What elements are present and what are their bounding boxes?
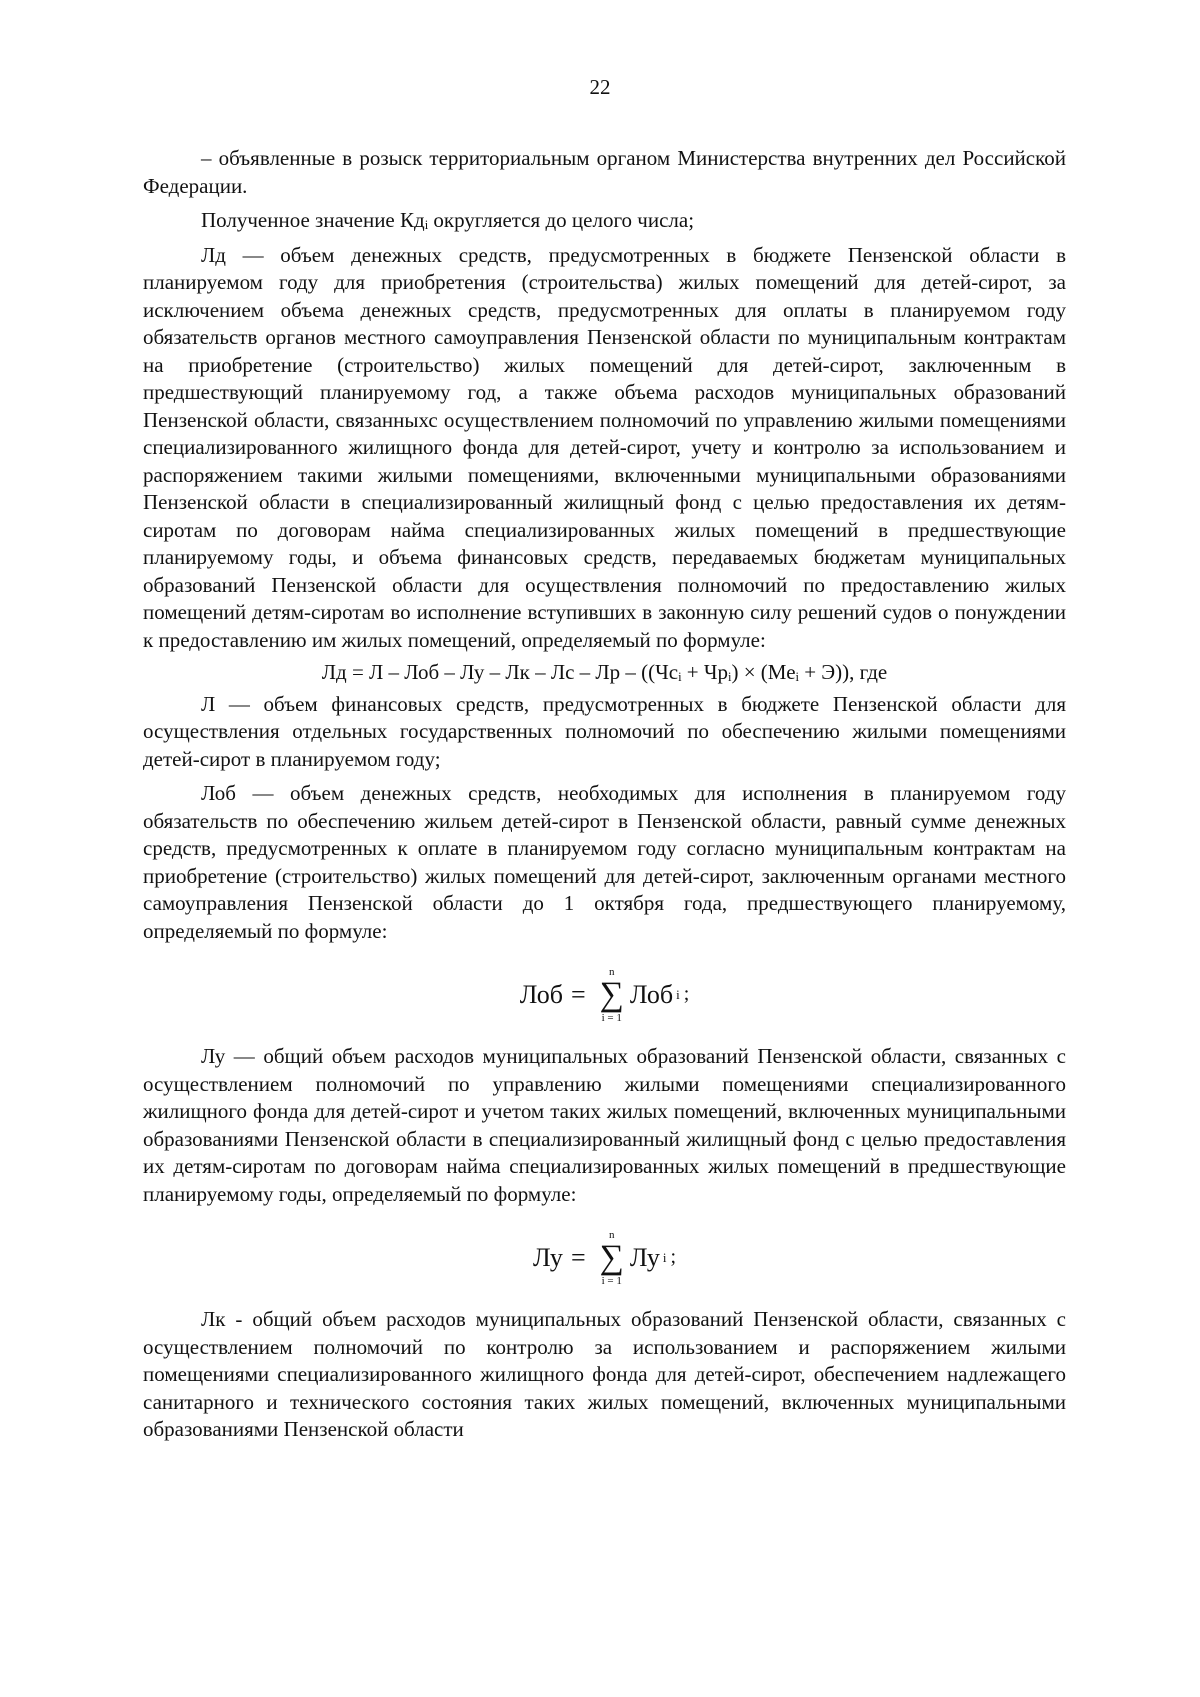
paragraph-rounding: Полученное значение Кдᵢ округляется до целого числа; [201,208,695,232]
page-number: 22 [589,75,611,99]
sum-lower-limit: i = 1 [601,1012,622,1024]
sum-upper-limit: n [608,966,615,978]
sigma-glyph: ∑ [599,1239,624,1276]
paragraph-wanted: – объявленные в розыск территориальным органом Министерства внутренних дел Российской Федерации. [143,146,1066,198]
formula-lu [143,1214,1066,1302]
formula-lu-semicolon: ; [670,1246,677,1269]
formula-lob-semicolon: ; [683,983,690,1006]
summation-symbol [600,1229,624,1287]
sum-lower-limit: i = 1 [601,1275,622,1287]
paragraph-lob-definition: Лоб — объем денежных средств, необходимых для исполнения в планируемом году обязательств по обеспечению жильем детей-сирот в Пензенской области, равный сумме денежных средств, предусмотренных к оплате в планируемом году согласно муниципальным контрактам на приобретение (строительство) жилых помещений для детей-сирот, заключенным органами местного самоуправления Пензенской области до 1 октября года, предшествующего планируемому, определяемый по формуле: [143,781,1066,943]
formula-lu-lhs: Лу [532,1243,563,1273]
paragraph-lk-definition: Лк - общий объем расходов муниципальных образований Пензенской области, связанных с осуществлением полномочий по контролю за использованием и распоряжением жилыми помещениями специализированного жилищного фонда для детей-сирот, обеспечением надлежащего санитарного и технического состояния таких жилых помещений, включенных муниципальными образованиями Пензенской области [143,1307,1066,1441]
formula-lob-equals: = [570,980,586,1010]
formula-lob-subscript: i [676,987,680,1003]
document-body [143,145,1066,1444]
paragraph-lu-definition: Лу — общий объем расходов муниципальных образований Пензенской области, связанных с осуществлением полномочий по управлению жилыми помещениями специализированного жилищного фонда для детей-сирот и учетом таких жилых помещений, включенных муниципальными образованиями Пензенской области в специализированный жилищный фонд с целью предоставления их детям-сиротам по договорам найма специализированных жилых помещений в предшествующие планируемому годы, определяемый по формуле: [143,1044,1066,1206]
formula-lob-term: Лоб [629,980,674,1010]
formula-lu-equals: = [570,1243,586,1273]
sigma-glyph: ∑ [599,976,624,1013]
paragraph-l-definition: Л — объем финансовых средств, предусмотренных в бюджете Пензенской области для осуществления отдельных государственных полномочий по обеспечению жилыми помещениями детей-сирот в планируемом году; [143,691,1066,771]
formula-lob [143,951,1066,1039]
formula-lu-subscript: i [662,1250,667,1266]
formula-lu-term: Лу [629,1243,660,1273]
summation-symbol [600,966,624,1024]
sum-upper-limit: n [608,1229,615,1241]
formula-lob-lhs: Лоб [519,980,563,1010]
paragraph-ld-definition: Лд — объем денежных средств, предусмотренных в бюджете Пензенской области в планируемом году для приобретения (строительства) жилых помещений для детей-сирот, за исключением объема денежных средств, предусмотренных для оплаты в планируемом году обязательств органов местного самоуправления Пензенской области по муниципальным контрактам на приобретение (строительство) жилых помещений для детей-сирот, заключенным в предшествующий планируемому год, а также объема расходов муниципальных образований Пензенской области, связанныхс осуществлением полномочий по управлению жилыми помещениями специализированного жилищного фонда для детей-сирот, учету и контролю за использованием и распоряжением такими жилыми помещениями, включенными муниципальными образованиями Пензенской области в специализированный жилищный фонд с целью предоставления их детям-сиротам по договорам найма специализированных жилых помещений в предшествующие планируемому годы, и объема финансовых средств, передаваемых бюджетам муниципальных образований Пензенской области для осуществления полномочий по предоставлению жилых помещений детям-сиротам во исполнение вступивших в законную силу решений судов о понуждении к предоставлению им жилых помещений, определяемый по формуле: [143,242,1066,652]
formula-ld: Лд = Л – Лоб – Лу – Лк – Лс – Лр – ((Чсᵢ + Чрᵢ) × (Меᵢ + Э)), где [321,660,888,684]
